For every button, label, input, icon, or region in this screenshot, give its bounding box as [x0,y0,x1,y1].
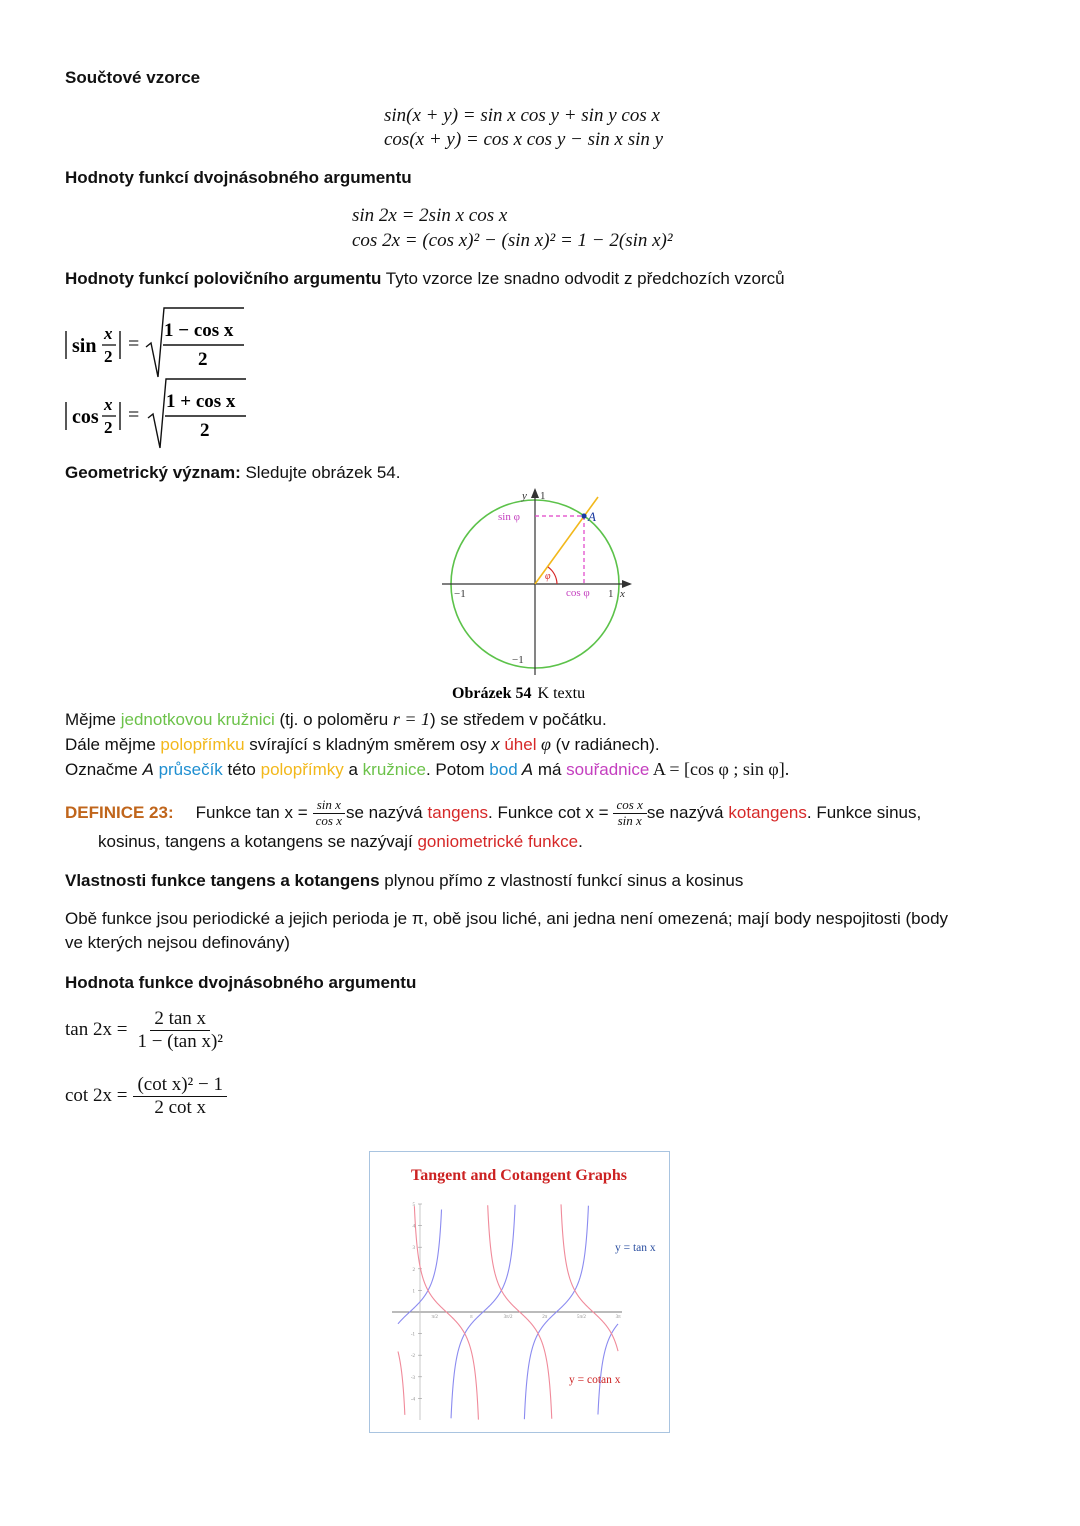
phi-label: φ [545,571,551,582]
frac-num: cos x [613,798,647,814]
figure-caption [452,685,585,702]
definition-line-2 [98,832,583,852]
x-tick-label: 2π [542,1315,548,1320]
half-cos-numerator: 1 + cos x [166,391,236,412]
x-tick-label: 3π [615,1315,621,1320]
half-angle-formulas [60,303,260,451]
y-tick-label: -4 [410,1397,415,1403]
cos-phi-label: cos φ [566,587,590,599]
y-tick-label: 3 [412,1246,415,1252]
formula-cot-double [65,1074,227,1119]
definition-label: DEFINICE 23: [65,803,174,822]
math-radius: r = 1 [392,709,431,729]
frac-den: 1 − (tan x)² [137,1030,223,1052]
x-tick-label: π/2 [431,1315,438,1320]
y-tick-label: 4 [412,1224,415,1230]
cot-lhs: cot 2x = [65,1085,128,1107]
text: Označme [65,760,143,779]
math-coordinates: A = [cos φ ; sin φ]. [649,759,790,779]
term-circle: kružnice [362,760,426,779]
y-tick-label: 2 [412,1267,415,1273]
tan-series-label: y = tan x [615,1242,656,1254]
half-cos-eq: = [128,404,140,426]
text: (tj. o poloměru [274,710,393,729]
heading-double-argument-2: Hodnota funkce dvojnásobného argumentu [65,973,417,992]
y-one-label: 1 [540,490,546,502]
formula-cos-double: cos 2x = (cos x)² − (sin x)² = 1 − 2(sin x)² [352,230,673,251]
para-line-2 [65,734,660,755]
definition-line-1 [65,795,921,831]
half-sin-two: 2 [104,347,113,366]
half-cos-two: 2 [104,418,113,437]
props-paragraph-2: ve kterých nejsou definovány) [65,933,290,952]
term-kotangens: kotangens [728,803,807,822]
term-point: bod [489,760,518,779]
half-argument-note: Tyto vzorce lze snadno odvodit z předchozích vzorců [381,269,785,288]
geometric-text: Sledujte obrázek 54. [240,463,401,482]
text: ) se středem v počátku. [430,710,607,729]
text: (v radiánech). [550,735,660,754]
term-goniometric: goniometrické funkce [417,832,579,851]
text: Mějme [65,710,121,729]
frac-num: (cot x)² − 1 [133,1074,227,1097]
formula-sin-double: sin 2x = 2sin x cos x [352,205,508,226]
heading-sum-formulas: Součtové vzorce [65,68,201,87]
half-sin-x: x [104,324,113,343]
frac-cot [613,798,647,829]
point-a-label: A [588,509,596,524]
text: kosinus, tangens a kotangens se nazývají [98,832,418,851]
cot-frac [133,1074,227,1119]
formula-cos-sum: cos(x + y) = cos x cos y − sin x sin y [384,129,664,150]
term-intersection: průsečík [158,760,223,779]
x-one-label: 1 [608,588,614,600]
text: . Funkce sinus, [806,803,922,822]
half-sin-denominator: 2 [198,349,208,370]
frac-tan [312,798,346,829]
x-tick-label: 5π/2 [576,1315,586,1320]
y-minus-one-label: −1 [512,654,524,666]
y-tick-label: 1 [412,1289,415,1295]
caption-rest: K textu [537,685,586,702]
term-unit-circle: jednotkovou kružnici [120,710,275,729]
term-tangens: tangens [427,803,489,822]
half-sin-eq: = [128,333,140,355]
var-a: A [142,760,154,779]
half-cos-x: x [104,395,113,414]
y-tick-label: -3 [410,1375,415,1381]
term-ray-2: polopřímky [260,760,344,779]
cos-lhs: cos [72,406,99,428]
formula-tan-double [65,1008,227,1053]
half-argument-line [65,269,785,289]
props-paragraph-1: Obě funkce jsou periodické a jejich perioda je π, obě jsou liché, ani jedna není omezená; mají body nespojitosti (body [65,909,949,928]
text: Dále mějme [65,735,161,754]
para-line-3 [65,759,789,780]
x-tick-label: 3π/2 [503,1315,513,1320]
para-line-1 [65,709,607,730]
heading-properties: Vlastnosti funkce tangens a kotangens [65,871,380,890]
caption-bold: Obrázek 54 [452,685,532,702]
var-x: x [491,735,500,754]
point-a [581,513,586,518]
sin-phi-label: sin φ [498,511,520,523]
props-line [65,871,743,891]
term-angle: úhel [504,735,537,754]
chart-svg [370,1152,668,1431]
text: a [343,760,363,779]
frac-den: cos x [315,812,342,828]
definition-tan: Funkce tan x = [195,803,308,822]
text: se nazývá [646,803,724,822]
unit-circle-figure [438,485,638,707]
geometric-line [65,463,400,483]
chart-title: Tangent and Cotangent Graphs [411,1167,627,1184]
text: . Potom [425,760,490,779]
text: se nazývá [345,803,423,822]
tan-lhs: tan 2x = [65,1019,128,1041]
heading-double-argument: Hodnoty funkcí dvojnásobného argumentu [65,168,412,187]
text: má [533,760,567,779]
y-tick-label: 5 [412,1203,415,1208]
x-tick-label: π [470,1315,473,1320]
tan-frac [133,1008,227,1053]
frac-num: sin x [313,798,345,814]
y-axis-label: y [522,490,527,502]
var-phi: φ [536,734,551,754]
frac-den: sin x [617,812,642,828]
term-coordinates: souřadnice [566,760,650,779]
frac-num: 2 tan x [150,1008,210,1031]
cot-series-label: y = cotan x [569,1374,621,1386]
sin-lhs: sin [72,335,97,357]
heading-half-argument: Hodnoty funkcí polovičního argumentu [65,269,382,288]
y-tick-label: -1 [410,1332,415,1338]
formula-sin-sum: sin(x + y) = sin x cos y + sin y cos x [384,105,660,126]
definition-cot: . Funkce cot x = [488,803,609,822]
properties-note: plynou přímo z vlastností funkcí sinus a kosinus [379,871,744,890]
text: svírající s kladným směrem osy [244,735,492,754]
half-cos-denominator: 2 [200,420,210,441]
half-sin-numerator: 1 − cos x [164,320,234,341]
y-tick-label: -2 [410,1354,415,1360]
tan-cot-chart [369,1151,670,1433]
x-minus-one-label: −1 [454,588,466,600]
text: . [578,832,583,851]
heading-geometric: Geometrický význam: [65,463,241,482]
var-a-2: A [517,760,534,779]
term-ray: polopřímku [160,735,245,754]
x-axis-label: x [620,588,625,600]
text: této [222,760,261,779]
frac-den: 2 cot x [154,1096,207,1118]
